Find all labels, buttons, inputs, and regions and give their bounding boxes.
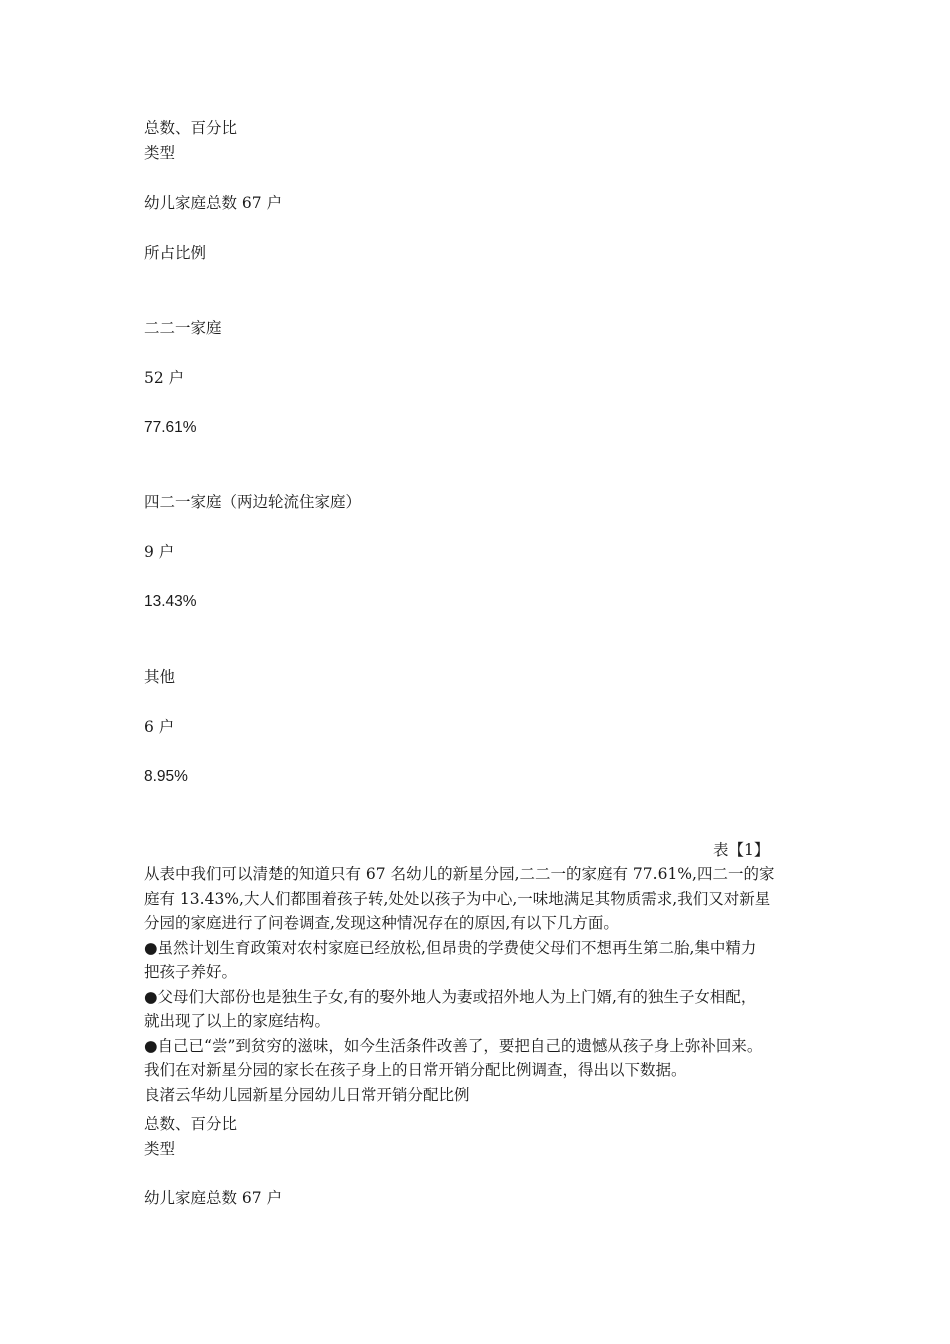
table1-row3-count: 6 户 bbox=[144, 718, 175, 736]
bullet-line: ●父母们大部份也是独生子女,有的娶外地人为妻或招外地人为上门婿,有的独生子女相配， bbox=[144, 987, 757, 1006]
table2-header-line1: 总数、百分比 bbox=[144, 1115, 238, 1133]
body-line: 我们在对新星分园的家长在孩子身上的日常开销分配比例调查，得出以下数据。 bbox=[144, 1061, 687, 1079]
table1-row1-type: 二二一家庭 bbox=[144, 319, 222, 337]
table2-total-label: 幼儿家庭总数 67 户 bbox=[144, 1189, 283, 1207]
body-line: 庭有 13.43%,大人们都围着孩子转,处处以孩子为中心,一味地满足其物质需求,我们又对新星 bbox=[144, 889, 771, 908]
table1-row1-count: 52 户 bbox=[144, 369, 185, 387]
body-text bbox=[144, 862, 808, 1107]
table1-row2-type: 四二一家庭（两边轮流住家庭） bbox=[144, 493, 362, 511]
table1-header-line1: 总数、百分比 bbox=[144, 119, 238, 137]
bullet-line: ●虽然计划生育政策对农村家庭已经放松,但昂贵的学费使父母们不想再生第二胎,集中精力 bbox=[144, 938, 757, 957]
body-line: 就出现了以上的家庭结构。 bbox=[144, 1012, 331, 1030]
body-line: 分园的家庭进行了问卷调查,发现这种情况存在的原因,有以下几方面。 bbox=[144, 914, 619, 932]
bullet-line: ●自己已“尝”到贫穷的滋味，如今生活条件改善了，要把自己的遗憾从孩子身上弥补回来。 bbox=[144, 1036, 763, 1055]
table1-row3-type: 其他 bbox=[144, 668, 176, 686]
table1-row2-percent: 13.43% bbox=[144, 593, 197, 610]
table1-row2-count: 9 户 bbox=[144, 543, 175, 561]
table1-row3-percent: 8.95% bbox=[144, 768, 188, 785]
table1-row1-percent: 77.61% bbox=[144, 419, 197, 436]
table1-caption: 表【1】 bbox=[713, 841, 770, 859]
table1-header-line2: 类型 bbox=[144, 144, 176, 162]
body-line: 从表中我们可以清楚的知道只有 67 名幼儿的新星分园,二二一的家庭有 77.61%,四二一的家 bbox=[144, 865, 775, 883]
body-line: 把孩子养好。 bbox=[144, 963, 238, 981]
table1-ratio-label: 所占比例 bbox=[144, 244, 207, 262]
table2-header-line2: 类型 bbox=[144, 1140, 176, 1158]
table2-title: 良渚云华幼儿园新星分园幼儿日常开销分配比例 bbox=[144, 1085, 470, 1104]
table1-total-label: 幼儿家庭总数 67 户 bbox=[144, 194, 283, 212]
